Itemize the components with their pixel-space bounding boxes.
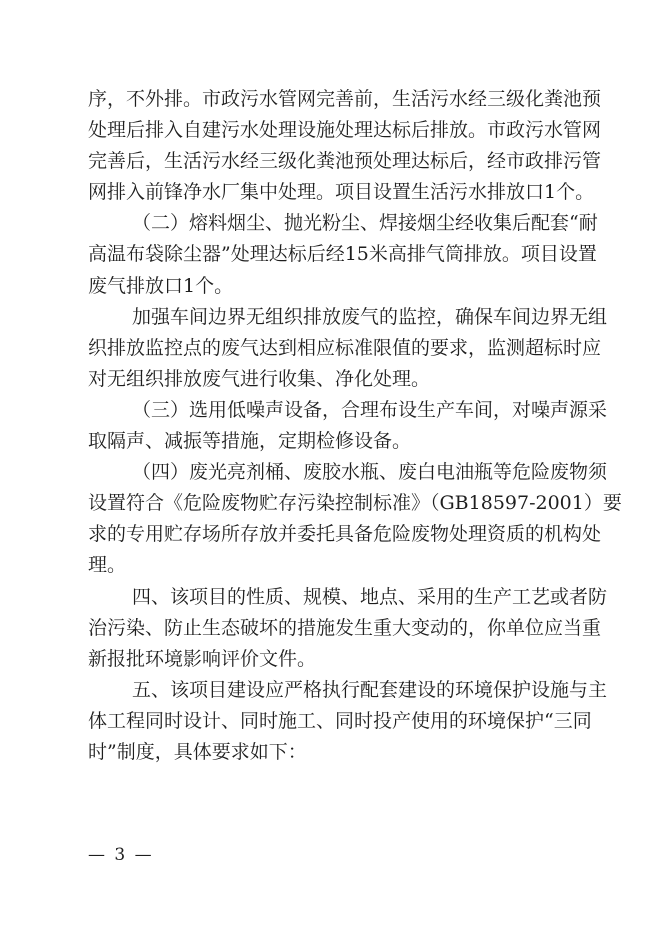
text-line: 新报批环境影响评价文件。 [88, 647, 317, 670]
text-line: （四）废光亮剂桶、废胶水瓶、废白电油瓶等危险废物须 [132, 461, 608, 484]
text-line: 网排入前锋净水厂集中处理。项目设置生活污水排放口1个。 [88, 181, 595, 204]
text-line: 理。 [88, 554, 127, 577]
text-line: 完善后，生活污水经三级化粪池预处理达标后，经市政排污管 [88, 150, 602, 173]
paragraph [88, 395, 608, 457]
paragraph [88, 457, 622, 581]
text-line: 织排放监控点的废气达到相应标准限值的要求，监测超标时应 [88, 336, 602, 359]
page-number: — 3 — [88, 845, 154, 865]
text-line: 序，不外排。市政污水管网完善前，生活污水经三级化粪池预 [88, 88, 602, 110]
paragraph [88, 84, 602, 208]
paragraph [88, 302, 608, 395]
text-line: （二）熔料烟尘、抛光粉尘、焊接烟尘经收集后配套“耐 [132, 212, 598, 235]
text-line: 体工程同时设计、同时施工、同时投产使用的环境保护“三同 [88, 709, 592, 732]
text-line: 高温布袋除尘器”处理达标后经15米高排气筒排放。项目设置 [88, 243, 597, 266]
paragraph [88, 208, 598, 301]
text-line: 五、该项目建设应严格执行配套建设的环境保护设施与主 [132, 678, 608, 701]
text-line: 对无组织排放废气进行收集、净化处理。 [88, 367, 431, 390]
paragraph [88, 675, 608, 768]
text-line: 取隔声、减振等措施，定期检修设备。 [88, 430, 412, 453]
text-line: 废气排放口1个。 [88, 274, 234, 297]
paragraph [88, 582, 608, 675]
text-line: 加强车间边界无组织排放废气的监控，确保车间边界无组 [132, 305, 608, 328]
text-line: 四、该项目的性质、规模、地点、采用的生产工艺或者防 [132, 585, 608, 608]
text-line: 治污染、防止生态破坏的措施发生重大变动的，你单位应当重 [88, 616, 602, 639]
document-body [88, 84, 622, 768]
text-line: （三）选用低噪声设备，合理布设生产车间，对噪声源采 [132, 398, 608, 421]
text-line: 设置符合《危险废物贮存污染控制标准》（GB18597-2001）要 [88, 492, 622, 515]
text-line: 求的专用贮存场所存放并委托具备危险废物处理资质的机构处 [88, 523, 602, 546]
text-line: 时”制度，具体要求如下： [88, 740, 307, 763]
text-line: 处理后排入自建污水处理设施处理达标后排放。市政污水管网 [88, 119, 602, 142]
